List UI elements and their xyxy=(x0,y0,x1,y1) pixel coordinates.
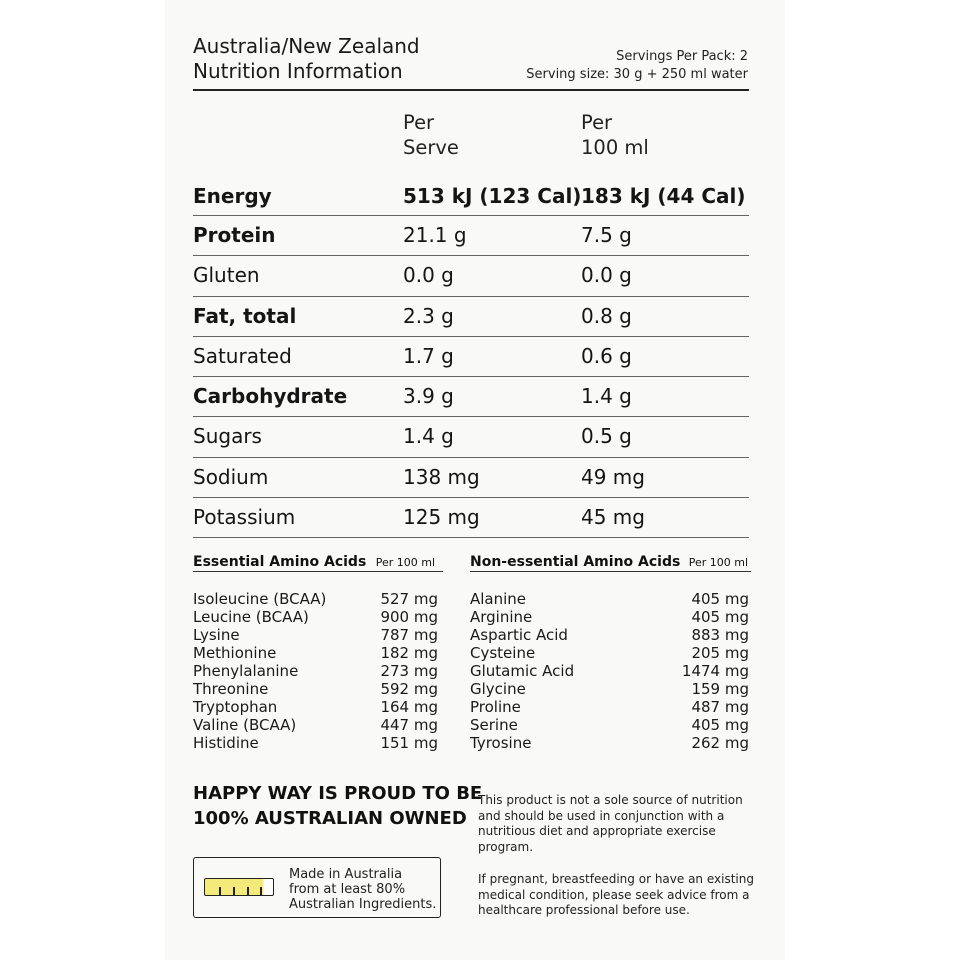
nutrient-name: Sodium xyxy=(193,464,269,489)
list-item xyxy=(193,680,438,698)
list-item xyxy=(193,608,438,626)
nutrient-per-100ml: 0.5 g xyxy=(581,424,632,449)
amino-value: 487 mg xyxy=(691,698,749,716)
list-item xyxy=(470,734,749,752)
list-item xyxy=(193,716,438,734)
nutrient-per-serve: 0.0 g xyxy=(403,263,454,288)
title-line-1: Australia/New Zealand xyxy=(193,34,420,58)
amino-name: Methionine xyxy=(193,644,277,662)
amino-name: Cysteine xyxy=(470,644,536,662)
australian-owned-statement xyxy=(193,781,482,831)
amino-value: 527 mg xyxy=(380,590,438,608)
nutrient-per-serve: 138 mg xyxy=(403,464,480,489)
list-item xyxy=(470,608,749,626)
list-item xyxy=(193,662,438,680)
amino-value: 787 mg xyxy=(380,626,438,644)
amino-value: 205 mg xyxy=(691,644,749,662)
nutrient-per-serve: 513 kJ (123 Cal) xyxy=(403,184,582,208)
essential-amino-unit: Per 100 ml xyxy=(375,556,435,569)
amino-name: Proline xyxy=(470,698,521,716)
per-100-line-1: Per xyxy=(581,111,613,134)
list-item xyxy=(193,644,438,662)
nutrient-row-carbohydrate xyxy=(193,377,749,417)
list-item xyxy=(470,698,749,716)
list-item xyxy=(470,626,749,644)
amino-name: Histidine xyxy=(193,734,259,752)
disclaimer-medical: If pregnant, breastfeeding or have an existing medical condition, please seek advice from a healthcare professional before use. xyxy=(478,872,754,917)
amino-value: 405 mg xyxy=(691,716,749,734)
nutrient-row-potassium xyxy=(193,498,749,538)
list-item xyxy=(193,590,438,608)
badge-text: Made in Australia from at least 80% Australian Ingredients. xyxy=(289,867,437,912)
list-item xyxy=(470,590,749,608)
nutrient-row-sugars xyxy=(193,417,749,457)
label-title xyxy=(193,34,420,84)
list-item xyxy=(193,626,438,644)
nutrient-name: Potassium xyxy=(193,505,296,530)
per-serve-line-1: Per xyxy=(403,111,435,134)
nutrient-per-100ml: 0.6 g xyxy=(581,343,632,368)
column-header-per-100ml xyxy=(581,110,649,160)
nutrient-per-100ml: 49 mg xyxy=(581,464,645,489)
amino-value: 273 mg xyxy=(380,662,438,680)
essential-amino-title: Essential Amino Acids xyxy=(193,554,367,570)
nutrient-per-serve: 125 mg xyxy=(403,505,480,530)
disclaimer-nutrition: This product is not a sole source of nutrition and should be used in conjunction with a nutritious diet and appropriate exercise program. xyxy=(478,793,743,854)
nutrient-per-serve: 21.1 g xyxy=(403,223,467,247)
amino-value: 159 mg xyxy=(691,680,749,698)
bar-tick xyxy=(233,887,235,895)
amino-name: Glutamic Acid xyxy=(470,662,575,680)
nutrient-per-100ml: 45 mg xyxy=(581,505,645,530)
amino-name: Alanine xyxy=(470,590,527,608)
amino-name: Serine xyxy=(470,716,518,734)
amino-name: Isoleucine (BCAA) xyxy=(193,590,327,608)
bar-tick xyxy=(219,887,221,895)
nutrient-row-gluten xyxy=(193,256,749,296)
proud-line-1: HAPPY WAY IS PROUD TO BE xyxy=(193,783,483,804)
nutrient-row-fat-total xyxy=(193,297,749,337)
proud-line-2: 100% AUSTRALIAN OWNED xyxy=(193,808,467,829)
nutrient-per-serve: 1.7 g xyxy=(403,343,454,368)
nutrient-per-100ml: 183 kJ (44 Cal) xyxy=(581,184,746,208)
nutrient-per-100ml: 1.4 g xyxy=(581,384,632,409)
list-item xyxy=(470,680,749,698)
amino-name: Glycine xyxy=(470,680,526,698)
header-divider xyxy=(193,89,749,91)
amino-name: Tyrosine xyxy=(470,734,532,752)
title-line-2: Nutrition Information xyxy=(193,59,403,83)
amino-value: 592 mg xyxy=(380,680,438,698)
nutrient-name: Sugars xyxy=(193,424,262,449)
nutrient-name: Carbohydrate xyxy=(193,384,348,409)
amino-value: 900 mg xyxy=(380,608,438,626)
nutrient-row-saturated xyxy=(193,337,749,377)
amino-value: 405 mg xyxy=(691,590,749,608)
amino-name: Valine (BCAA) xyxy=(193,716,297,734)
nutrient-name: Gluten xyxy=(193,263,260,288)
list-item xyxy=(470,662,749,680)
nonessential-amino-list xyxy=(470,590,749,752)
australian-ingredients-bar xyxy=(204,878,274,896)
nutrient-row-energy xyxy=(193,177,749,216)
essential-amino-header xyxy=(193,553,443,572)
nutrient-per-100ml: 0.8 g xyxy=(581,303,632,328)
amino-value: 447 mg xyxy=(380,716,438,734)
amino-name: Lysine xyxy=(193,626,240,644)
made-in-australia-badge xyxy=(193,857,441,918)
list-item xyxy=(193,698,438,716)
nutrient-row-protein xyxy=(193,216,749,256)
nonessential-amino-title: Non-essential Amino Acids xyxy=(470,554,681,570)
nutrient-per-serve: 1.4 g xyxy=(403,424,454,449)
amino-name: Leucine (BCAA) xyxy=(193,608,309,626)
amino-name: Arginine xyxy=(470,608,533,626)
nutrition-table xyxy=(193,177,749,538)
amino-value: 405 mg xyxy=(691,608,749,626)
nutrient-per-serve: 2.3 g xyxy=(403,303,454,328)
amino-value: 262 mg xyxy=(691,734,749,752)
amino-value: 1474 mg xyxy=(681,662,749,680)
list-item xyxy=(470,716,749,734)
amino-name: Tryptophan xyxy=(193,698,278,716)
essential-amino-list xyxy=(193,590,438,752)
amino-name: Aspartic Acid xyxy=(470,626,568,644)
per-serve-line-2: Serve xyxy=(403,136,459,159)
amino-value: 883 mg xyxy=(691,626,749,644)
nutrient-name: Protein xyxy=(193,223,276,247)
nutrient-per-serve: 3.9 g xyxy=(403,384,454,409)
nonessential-amino-header xyxy=(470,553,751,572)
amino-name: Threonine xyxy=(193,680,269,698)
per-100-line-2: 100 ml xyxy=(581,136,649,159)
column-header-per-serve xyxy=(403,110,459,160)
nutrient-name: Fat, total xyxy=(193,303,297,328)
bar-tick xyxy=(247,887,249,895)
serving-size: Serving size: 30 g + 250 ml water xyxy=(526,67,748,82)
serving-info xyxy=(526,48,748,84)
amino-value: 164 mg xyxy=(380,698,438,716)
servings-per-pack: Servings Per Pack: 2 xyxy=(616,49,748,64)
nutrient-per-100ml: 7.5 g xyxy=(581,223,632,247)
list-item xyxy=(470,644,749,662)
amino-value: 182 mg xyxy=(380,644,438,662)
nutrient-row-sodium xyxy=(193,458,749,498)
amino-value: 151 mg xyxy=(380,734,438,752)
nutrient-per-100ml: 0.0 g xyxy=(581,263,632,288)
nutrient-name: Energy xyxy=(193,184,272,208)
amino-name: Phenylalanine xyxy=(193,662,299,680)
bar-tick xyxy=(260,887,262,895)
nonessential-amino-unit: Per 100 ml xyxy=(688,556,748,569)
list-item xyxy=(193,734,438,752)
nutrient-name: Saturated xyxy=(193,343,292,368)
